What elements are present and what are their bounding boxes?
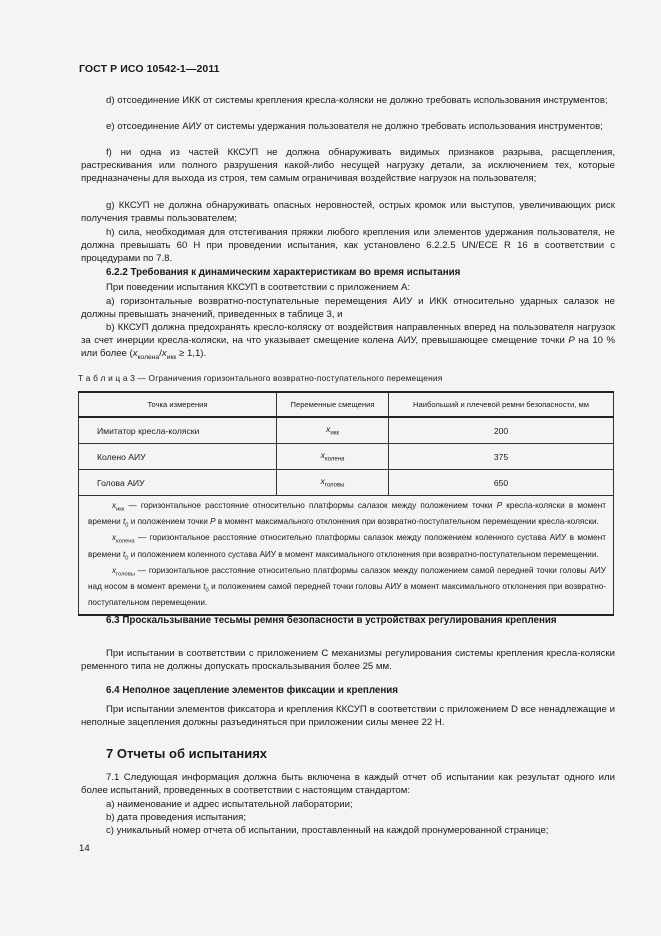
note-text: — горизонтальное расстояние относительно платформы салазок между положением самой передней точки головы АИУ над носом в момент времени: [88, 565, 606, 592]
section-7-title: 7 Отчеты об испытаниях: [106, 746, 268, 761]
note-time-sub: 0: [205, 587, 209, 594]
row-value: 200: [389, 417, 614, 444]
variable-subscript: колена: [324, 456, 345, 463]
row-value: 375: [389, 444, 614, 470]
x-ikk-symbol: x: [161, 348, 167, 359]
report-item-c: с) уникальный номер отчета об испытании, проставленный на каждой пронумерованной странице;: [106, 825, 549, 836]
note-text: и положением самой передней точки головы АИУ в момент максимального отклонения при возвратно-поступательном перемещении.: [88, 582, 606, 608]
note-x-ikk: [88, 500, 606, 532]
item-b: [81, 321, 615, 364]
row-variable: [277, 417, 389, 444]
row-point: Колено АИУ: [79, 444, 277, 470]
note-text: — горизонтальное расстояние относительно платформы салазок между положением точки: [124, 501, 497, 510]
item-g: g) ККСУП не должна обнаруживать опасных неровностей, острых кромок или выступов, увеличивающих риск получения травмы пользователем;: [81, 200, 615, 224]
item-b-text-2: на 10 % или более (: [81, 335, 615, 359]
table-header-row: [79, 392, 614, 417]
row-value: 650: [389, 470, 614, 496]
variable-subscript: головы: [324, 482, 345, 489]
note-var: x: [112, 565, 117, 575]
note-time: t: [203, 582, 206, 592]
table-notes: [79, 496, 614, 616]
note-var: x: [112, 501, 117, 510]
note-text: — горизонтальное расстояние относительно платформы салазок между положением коленного сустава АИУ в момент времени: [88, 533, 606, 559]
page-number: 14: [79, 843, 90, 854]
variable-symbol: x: [320, 476, 325, 487]
note-sub: икк: [116, 506, 125, 513]
note-point: P: [210, 517, 216, 527]
table-3: [78, 391, 614, 616]
note-sub: головы: [116, 571, 135, 578]
variable-symbol: x: [326, 424, 331, 435]
section-6-3-text: При испытании в соответствии с приложением С механизмы регулирования системы крепления кресла-коляски ременного типа не должны допускать проскальзывания более 25 мм.: [81, 648, 615, 672]
point-p-symbol: P: [568, 335, 575, 346]
item-f: f) ни одна из частей ККСУП не должна обнаруживать видимых признаков разрыва, расщепления, растрескивания или полного разрушения какой-либо несущей нагрузку детали, за исключением тех, которые предназначены для выхода из строя, тем самым ограничивая воздействие нагрузок на пользователя;: [81, 147, 615, 184]
section-6-4-text: При испытании элементов фиксатора и крепления ККСУП в соответствии с приложением D все ненадлежащие и неполные зацепления должны разъединяться при приложении силы менее 22 Н.: [81, 704, 615, 728]
row-variable: [277, 444, 389, 470]
ratio-end: ≥ 1,1).: [176, 348, 207, 359]
table-caption: Т а б л и ц а 3 — Ограничения горизонтального возвратно-поступательного перемещения: [78, 373, 443, 383]
note-x-head: [88, 565, 606, 609]
x-knee-symbol: x: [132, 348, 138, 359]
variable-subscript: икк: [330, 430, 339, 437]
section-6-2-2-intro: При поведении испытания ККСУП в соответствии с приложением А:: [106, 282, 411, 293]
item-e: e) отсоединение АИУ от системы удержания пользователя не должно требовать использования инструментов;: [106, 121, 603, 132]
row-point: Голова АИУ: [79, 470, 277, 496]
header-displacement-variable: Переменные смещения: [277, 392, 389, 417]
x-ikk-subscript: икк: [166, 353, 177, 361]
row-variable: [277, 470, 389, 496]
document-header: ГОСТ Р ИСО 10542-1—2011: [79, 63, 220, 75]
item-a: а) горизонтальные возвратно-поступательные перемещения АИУ и ИКК относительно ударных салазок не должны превышать значений, приведенных в таблице 3, и: [81, 296, 615, 320]
note-time-sub: 0: [125, 555, 129, 562]
table-row: [79, 444, 614, 470]
table-notes-row: [79, 496, 614, 616]
header-measurement-point: Точка измерения: [79, 392, 277, 417]
note-text: в момент максимального отклонения при возвратно-поступательном перемещении кресла-коляски.: [215, 517, 599, 527]
x-knee-subscript: колена: [137, 353, 160, 361]
section-7-1-intro: 7.1 Следующая информация должна быть включена в каждый отчет об испытании как результат одного или более испытаний, проведенных в соответствии с настоящим стандартом:: [81, 772, 615, 796]
note-point: P: [496, 501, 503, 510]
row-point: Имитатор кресла-коляски: [79, 417, 277, 444]
note-time-sub: 0: [125, 522, 129, 529]
note-time: t: [123, 549, 126, 559]
section-6-2-2-title: 6.2.2 Требования к динамическим характеристикам во время испытания: [106, 267, 461, 278]
header-belt-limit: Наибольший и плечевой ремни безопасности, мм: [389, 392, 614, 417]
item-h: h) сила, необходимая для отстегивания пряжки любого крепления или элементов удержания пользователя, не должна превышать 60 Н при проведении испытания, как установлено 6.2.2.5 UN/ECE R 16 в соответствии с процедурами по 7.8.: [81, 227, 615, 264]
section-6-3-title: 6.3 Проскальзывание тесьмы ремня безопасности в устройствах регулирования крепления: [106, 615, 557, 626]
ratio-slash: /: [159, 348, 162, 359]
item-d: d) отсоединение ИКК от системы крепления кресла-коляски не должно требовать использования инструментов;: [106, 95, 608, 106]
report-item-a: а) наименование и адрес испытательной лаборатории;: [106, 799, 353, 810]
note-var: x: [112, 533, 117, 543]
note-text: кресла-коляски в момент времени: [88, 501, 606, 527]
item-b-text: b) ККСУП должна предохранять кресло-коляску от воздействия направленных вперед на пользователя нагрузок за счет инерции кресла-коляски, на что указывает смещение колена АИУ, превышающее смещение точки: [81, 322, 615, 346]
note-sub: колена: [116, 539, 135, 546]
report-item-b: b) дата проведения испытания;: [106, 812, 247, 823]
note-x-knee: [88, 532, 606, 564]
note-time: t: [123, 517, 126, 527]
note-text: и положением коленного сустава АИУ в момент максимального отклонения при возвратно-поступательном перемещении.: [128, 549, 599, 559]
table-row: [79, 470, 614, 496]
table-row: [79, 417, 614, 444]
section-6-4-title: 6.4 Неполное зацепление элементов фиксации и крепления: [106, 685, 399, 696]
note-text: и положением точки: [128, 517, 211, 527]
variable-symbol: x: [320, 450, 325, 461]
